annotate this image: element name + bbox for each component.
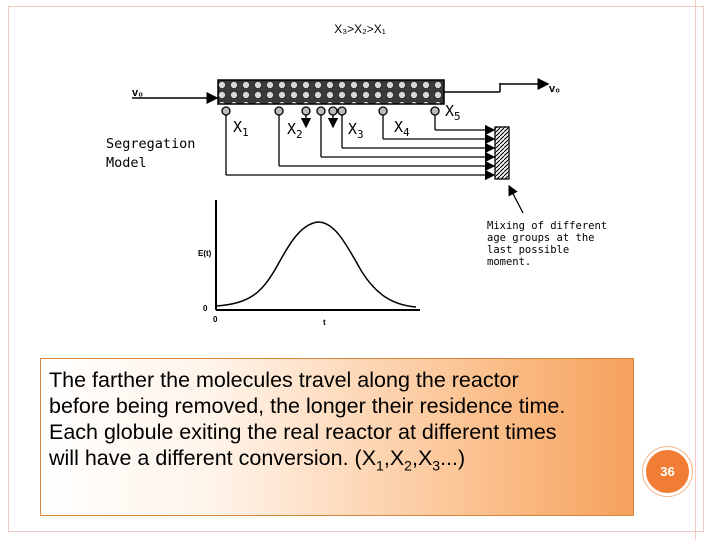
rtd-curve <box>216 222 416 307</box>
conversion-label-x1: $X_1$ <box>233 118 249 139</box>
plot-xlabel: t <box>323 318 326 327</box>
mixing-note-line-2: age groups at the <box>487 232 595 244</box>
outlet-valve-3 <box>302 107 310 127</box>
page-number-badge: 36 <box>643 447 692 496</box>
conversion-label-x3: $X_3$ <box>348 120 364 141</box>
explanation-line-4: will have a different conversion. $(X_1,X_2,X_3...)$ <box>49 446 466 474</box>
explanation-line-1: The farther the molecules travel along the reactor <box>49 368 519 392</box>
explanation-text <box>41 359 633 478</box>
model-label-line2: Model <box>106 155 147 171</box>
outlet-valve-8 <box>431 107 494 130</box>
explanation-line-2: before being removed, the longer their residence time. <box>49 394 566 418</box>
mixing-pointer-arrow <box>509 186 523 213</box>
mixing-note <box>487 220 613 268</box>
inlet-velocity-label: v₀ <box>132 87 144 99</box>
rtd-plot <box>198 200 420 327</box>
mixing-point <box>495 127 509 179</box>
explanation-line-3: Each globule exiting the real reactor at different times <box>49 420 557 444</box>
outlet-valve-5 <box>329 107 337 127</box>
conversion-label-x4: $X_4$ <box>394 118 410 139</box>
plot-origin-y: 0 <box>203 304 208 313</box>
plot-ylabel: E(t) <box>198 249 212 258</box>
conversion-label-x5: $X_5$ <box>445 102 461 123</box>
outlet-velocity-label: v₀ <box>549 83 561 95</box>
mixing-note-line-1: Mixing of different <box>487 220 608 232</box>
mixing-note-line-4: moment. <box>487 256 532 268</box>
explanation-callout <box>40 358 634 516</box>
reactor-tube <box>218 80 444 104</box>
conversion-label-x2: $X_2$ <box>287 120 303 141</box>
plot-origin-x: 0 <box>213 315 218 324</box>
model-label-line1: Segregation <box>106 136 196 152</box>
mixing-note-line-3: last possible <box>487 244 570 256</box>
conversion-order-label: X₃>X₂>X₁ <box>334 22 386 36</box>
